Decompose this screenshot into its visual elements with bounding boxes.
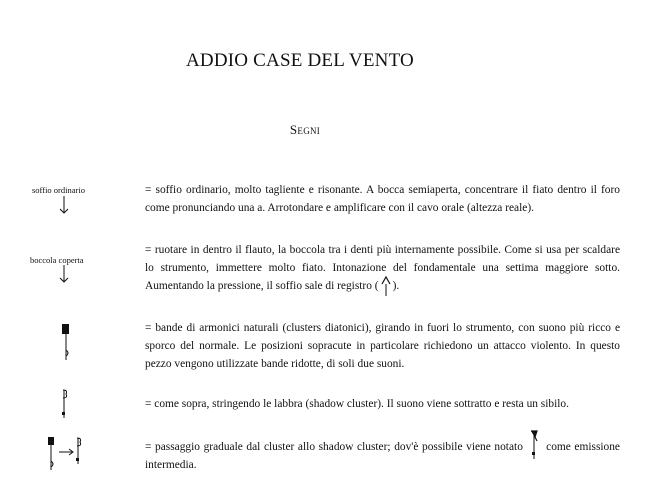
shadow-cluster-symbol — [58, 386, 78, 422]
entry-boccola-coperta — [145, 241, 620, 295]
entry-boccola-coperta-text: = ruotare in dentro il flauto, la boccola tra i denti più internamente possibile. Come si usa per scaldare lo strumento, immettere molto fiato. Intonazione del fondamentale una settima maggiore sotto. Aumentando la pressione, il soffio sale di registro ( — [145, 244, 620, 292]
section-heading: Segni — [289, 122, 321, 137]
symbol-label-soffio-ordinario: soffio ordinario — [32, 185, 85, 195]
register-rise-icon — [379, 275, 393, 297]
entry-bande-armonici: = bande di armonici naturali (clusters diatonici), girando in fuori lo strumento, con suono più ricco e sporco del normale. Le posizioni sopracute in particolare richiedono un attacco violento. In questo pezzo vengono utilizzate bande ridotte, di soli due suoni. — [145, 322, 620, 370]
gradual-transition-symbol — [46, 434, 86, 474]
intermediate-emission-symbol — [529, 429, 541, 463]
boccola-coperta-symbol — [55, 264, 75, 284]
entry-boccola-coperta-text-end: ). — [392, 280, 400, 292]
entry-passaggio-graduale-text-end: come emissione intermedia. — [145, 441, 620, 471]
soffio-ordinario-symbol — [55, 195, 75, 215]
harmonic-band-symbol — [58, 320, 78, 365]
entry-soffio-ordinario: = soffio ordinario, molto tagliente e risonante. A bocca semiaperta, concentrare il fiato dentro il foro come pronunciando una a. Arrotondare e amplificare con il cavo orale (altezza reale). — [145, 184, 620, 214]
entry-passaggio-graduale — [145, 438, 620, 474]
symbol-label-boccola-coperta: boccola coperta — [30, 255, 84, 265]
page-title: ADDIO CASE DEL VENTO — [186, 50, 414, 71]
entry-passaggio-graduale-text: = passaggio graduale dal cluster allo shadow cluster; dov'è possibile viene notato — [145, 441, 523, 453]
entry-shadow-cluster: = come sopra, stringendo le labbra (shadow cluster). Il suono viene sottratto e resta un sibilo. — [145, 398, 569, 410]
